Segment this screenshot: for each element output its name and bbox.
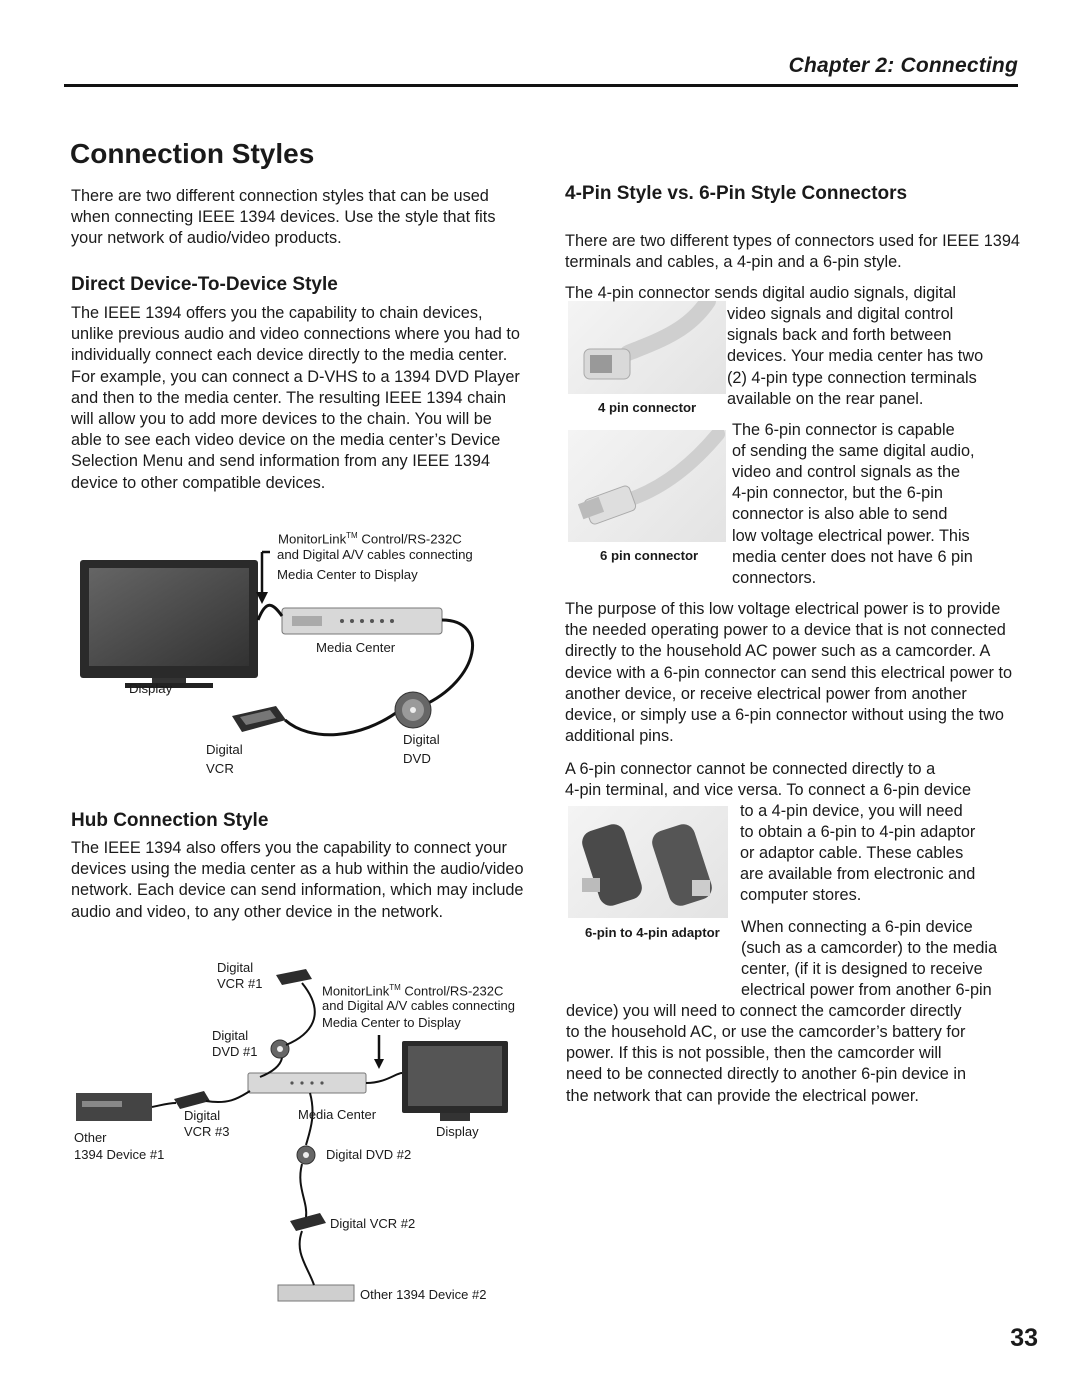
hub-media-center-label: Media Center [298,1107,377,1122]
camcorder-line-9: the network that can provide the electrical power. [566,1087,919,1105]
hub-dvd1-label-a: Digital [212,1028,249,1043]
hub-cable-label-3: Media Center to Display [322,1015,461,1030]
dvd-1-icon [271,1040,289,1058]
six-pin-line-5: connector is also able to send [732,505,948,523]
media-center-icon [282,608,442,634]
hub-style-heading: Hub Connection Style [71,810,269,831]
dvd-2-icon [297,1146,315,1164]
direct-cable-label-3: Media Center to Display [277,567,418,582]
media-center-label: Media Center [316,640,396,655]
six-pin-line-3: video and control signals as the [732,463,961,481]
pins-intro: There are two different types of connectors used for IEEE 1394 terminals and cables, a 4-pin and a 6-pin style. [565,232,1020,272]
direct-style-body: The IEEE 1394 offers you the capability to chain devices, unlike previous audio and video connections where you had to individually connect each device directly to the media center. For example, you can connect a D-VHS to a 1394 DVD Player and then to the media center. The resulting IEEE 1394 chain will allow you to add more devices to the chain. You will be able to see each video device on the media center’s Device Selection Menu and send information from any IEEE 1394 device to other compatible devices. [71,304,520,492]
hub-cable-label-1: MonitorLink™ Control/RS-232C [322,983,504,999]
page-number: 33 [1010,1324,1038,1352]
other-device-2-icon [278,1285,354,1301]
direct-cable-label: MonitorLink™ Control/RS-232C [278,531,462,547]
dvd-label-2: DVD [403,751,431,766]
camcorder-line-5: device) you will need to connect the camcorder directly [566,1002,962,1020]
six-pin-line-4: 4-pin connector, but the 6-pin [732,484,943,502]
hub-cable-label-2: and Digital A/V cables connecting [322,998,515,1013]
four-pin-caption: 4 pin connector [598,400,697,415]
camcorder-line-1: When connecting a 6-pin device [741,918,973,936]
adaptor-line-2: 4-pin terminal, and vice versa. To connect a 6-pin device [565,781,972,799]
six-pin-caption: 6 pin connector [600,548,699,563]
dvd-icon [395,692,431,728]
vcr-icon [232,706,286,732]
display-label: Display [129,681,173,696]
adaptor-photo [568,806,728,918]
hub-other1-label-b: 1394 Device #1 [74,1147,165,1162]
hub-media-center-icon [248,1073,366,1093]
vcr-1-icon [276,969,312,985]
vcr-label-2: VCR [206,761,234,776]
six-pin-line-2: of sending the same digital audio, [732,442,975,460]
hub-display-icon [402,1041,508,1121]
camcorder-line-8: need to be connected directly to another 6-pin device in [566,1065,967,1083]
adaptor-line-3: to a 4-pin device, you will need [740,802,963,820]
hub-other2-label: Other 1394 Device #2 [360,1287,487,1302]
four-pin-line-6: available on the rear panel. [727,390,924,408]
vcr-2-icon [290,1213,326,1231]
adaptor-line-1: A 6-pin connector cannot be connected directly to a [565,760,936,778]
hub-dvd2-label: Digital DVD #2 [326,1147,412,1162]
four-pin-photo [568,301,726,394]
direct-cable-label-2: and Digital A/V cables connecting [277,547,473,562]
display-icon [80,560,258,688]
hub-vcr2-label: Digital VCR #2 [330,1216,416,1231]
six-pin-line-7: media center does not have 6 pin [732,548,973,566]
other-device-1-icon [76,1093,152,1121]
six-pin-photo [568,430,726,542]
adaptor-caption: 6-pin to 4-pin adaptor [585,925,720,940]
six-pin-line-1: The 6-pin connector is capable [732,421,955,439]
pins-heading: 4-Pin Style vs. 6-Pin Style Connectors [565,183,908,204]
four-pin-line-2: video signals and digital control [727,305,954,323]
adaptor-line-5: or adaptor cable. These cables [740,844,964,862]
purpose-paragraph: The purpose of this low voltage electrical power is to provide the needed operating power to a device that is not connected directly to the household AC power such as a camcorder. A device with a 6-pin connector can send this electrical power to another device, or receive electrical power from another device, or simply use a 6-pin connector without using the two additional pins. [565,600,1013,746]
adaptor-line-7: computer stores. [740,886,862,904]
header-rule [64,84,1018,87]
vcr-3-icon [174,1091,210,1109]
page-title: Connection Styles [70,138,315,169]
six-pin-line-8: connectors. [732,569,817,587]
dvd-label-1: Digital [403,732,440,747]
hub-other1-label-a: Other [74,1130,107,1145]
hub-vcr1-label-b: VCR #1 [217,976,263,991]
direct-style-heading: Direct Device-To-Device Style [71,274,338,295]
camcorder-line-2: (such as a camcorder) to the media [741,939,998,957]
adaptor-line-6: are available from electronic and [740,865,976,883]
hub-vcr1-label-a: Digital [217,960,254,975]
hub-style-body: The IEEE 1394 also offers you the capability to connect your devices using the media center as a hub within the audio/video network. Each device can send information, which may include audio and video, to any other device in the network. [71,839,524,921]
four-pin-line-1: The 4-pin connector sends digital audio signals, digital [565,284,956,302]
vcr-label-1: Digital [206,742,243,757]
camcorder-line-7: power. If this is not possible, then the camcorder will [566,1044,942,1062]
four-pin-line-3: signals back and forth between [727,326,952,344]
six-pin-line-6: low voltage electrical power. This [732,527,970,545]
chapter-header: Chapter 2: Connecting [788,54,1018,77]
hub-vcr3-label-b: VCR #3 [184,1124,230,1139]
intro-paragraph: There are two different connection styles that can be used when connecting IEEE 1394 devices. Use the style that fits your network of audio/video products. [71,187,496,248]
four-pin-line-4: devices. Your media center has two [727,347,984,365]
camcorder-line-3: center, (if it is designed to receive [741,960,983,978]
hub-vcr3-label-a: Digital [184,1108,221,1123]
hub-display-label: Display [436,1124,479,1139]
hub-dvd1-label-b: DVD #1 [212,1044,258,1059]
four-pin-line-5: (2) 4-pin type connection terminals [727,369,977,387]
camcorder-line-4: electrical power from another 6-pin [741,981,992,999]
camcorder-line-6: to the household AC, or use the camcorder’s battery for [566,1023,966,1041]
adaptor-line-4: to obtain a 6-pin to 4-pin adaptor [740,823,976,841]
